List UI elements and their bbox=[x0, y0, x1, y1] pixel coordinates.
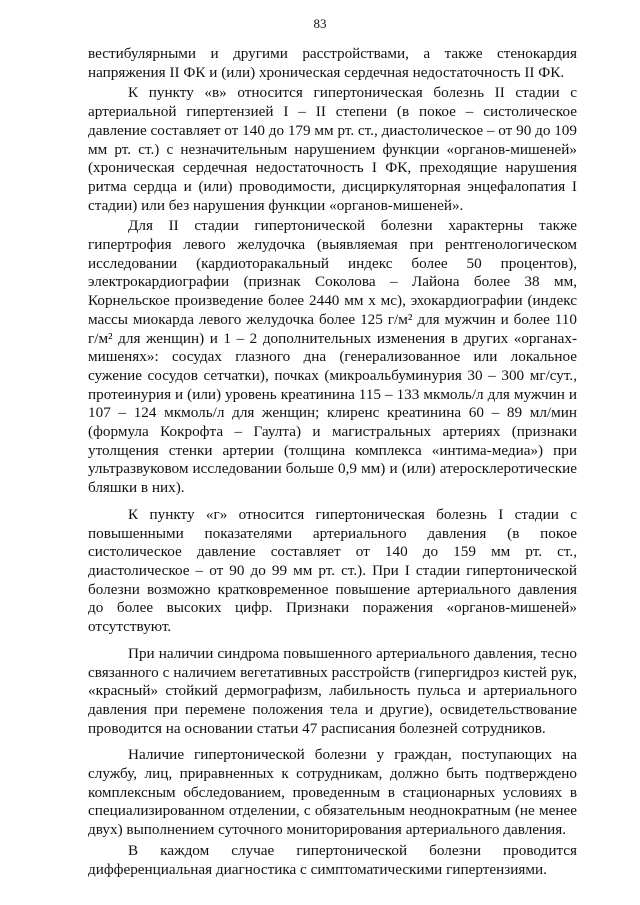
paragraph-continuation: вестибулярными и другими расстройствами, а также стенокардия напряжения II ФК и (или) хроническая сердечная недостаточность II ФК. bbox=[88, 45, 577, 81]
paragraph-stage-two-features: Для II стадии гипертонической болезни характерны также гипертрофия левого желудочка (выявляемая при рентгенологическом исследовании (кардиоторакальный индекс более 50 процентов), электрокардиографии (признак Соколова – Лайона более 38 мм, Корнельское произведение более 2440 мм x мс), эхокардиографии (индекс массы миокарда левого желудочка более 125 г/м² для мужчин и более 110 г/м² для женщин) и 1 – 2 дополнительных изменения в других «органах-мишенях»: сосудах глазного дна (генерализованное или локальное сужение сосудов сетчатки), почках (микроальбуминурия 30 – 300 мг/сут., протеинурия и (или) уровень креатинина 115 – 133 мкмоль/л для мужчин и 107 – 124 мкмоль/л для женщин; клиренс креатинина 60 – 89 мл/мин (формула Кокрофта – Гаулта) и магистральных артериях (признаки утолщения стенки артерии (толщина комплекса «интима-медиа») при ультразвуковом исследовании больше 0,9 мм) и (или) атеросклеротические бляшки в них). bbox=[88, 217, 577, 497]
paragraph-vegetative-syndrome: При наличии синдрома повышенного артериального давления, тесно связанного с наличием вегетативных расстройств (гипергидроз кистей рук, «красный» стойкий дермографизм, лабильность пульса и артериального давления при перемене положения тела и другие), освидетельствование проводится на основании статьи 47 расписания болезней сотрудников. bbox=[88, 644, 577, 737]
paragraph-confirmation: Наличие гипертонической болезни у граждан, поступающих на службу, лиц, приравненных к сотрудникам, должно быть подтверждено комплексным обследованием, проведенным в стационарных условиях в специализированном отделении, с обязательным неоднократным (не менее двух) выполнением суточного мониторирования артериального давления. bbox=[88, 746, 577, 839]
page-number: 83 bbox=[313, 16, 327, 31]
paragraph-differential-diagnosis: В каждом случае гипертонической болезни проводится дифференциальная диагностика с симптоматическими гипертензиями. bbox=[88, 841, 577, 878]
document-body bbox=[88, 45, 577, 879]
paragraph-item-g: К пункту «г» относится гипертоническая болезнь I стадии с повышенными показателями артериального давления (в покое систолическое давление составляет от 140 до 159 мм рт. ст., диастолическое – от 90 до 99 мм рт. ст.). При I стадии гипертонической болезни возможно кратковременное повышение артериального давления до более высоких цифр. Признаки поражения «органов-мишеней» отсутствуют. bbox=[88, 505, 577, 636]
paragraph-item-v: К пункту «в» относится гипертоническая болезнь II стадии с артериальной гипертензией I – II степени (в покое – систолическое давление составляет от 140 до 179 мм рт. ст., диастолическое – от 90 до 109 мм рт. ст.) с незначительным нарушением функции «органов-мишеней» (хроническая сердечная недостаточность I ФК, преходящие нарушения ритма сердца и (или) проводимости, дисциркуляторная энцефалопатия I стадии) или без нарушения функции «органов-мишеней». bbox=[88, 84, 577, 214]
